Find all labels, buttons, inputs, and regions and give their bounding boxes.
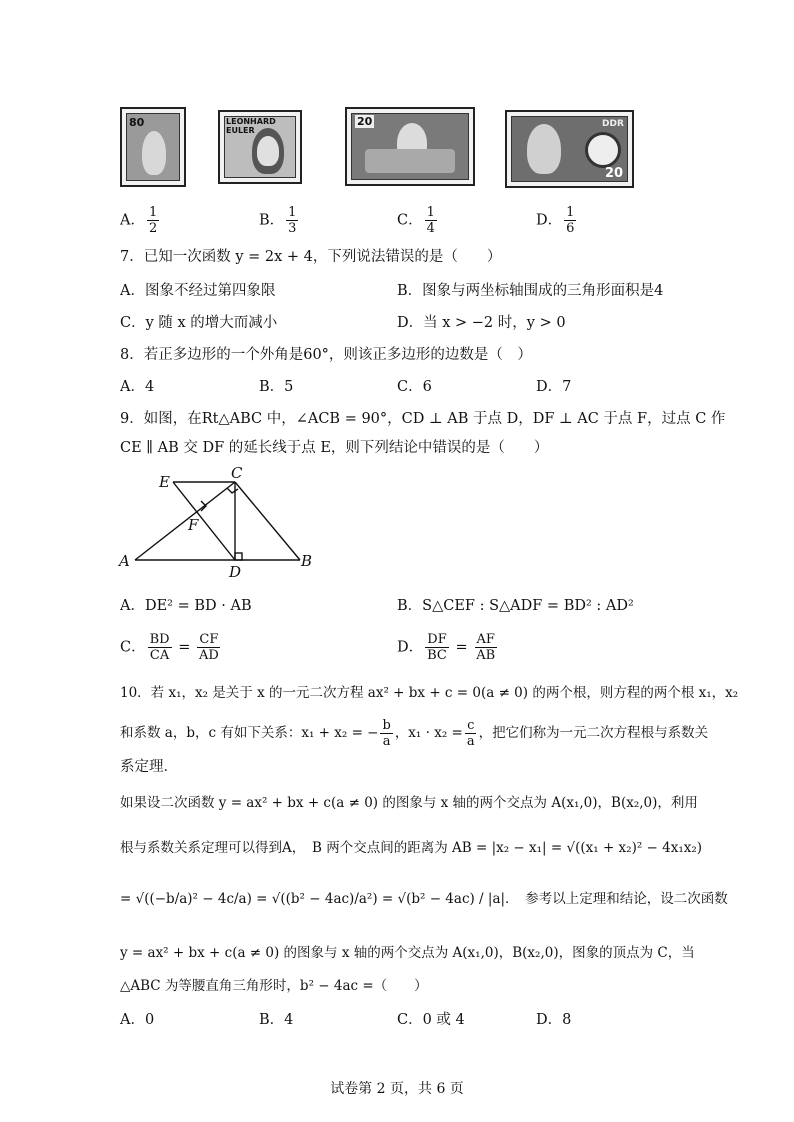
q8-stem: 8．若正多边形的一个外角是60°，则该正多边形的边数是（ ） — [120, 347, 532, 363]
q10-line3: 系定理． — [120, 759, 178, 775]
point-label-f: F — [188, 516, 199, 534]
stamp-label: 80 — [129, 116, 145, 129]
q7-stem: 7．已知一次函数 y = 2x + 4，下列说法错误的是（ ） — [120, 249, 502, 265]
stamp-label: LEONHARD EULER — [226, 117, 276, 135]
point-label-b: B — [301, 552, 313, 570]
q9-stem-line1: 9．如图，在Rt△ABC 中，∠ACB = 90°，CD ⊥ AB 于点 D，DF ⊥ AC 于点 F，过点 C 作 — [120, 411, 726, 427]
q7-option-b[interactable]: B．图象与两坐标轴围成的三角形面积是4 — [397, 283, 664, 299]
q7-option-a[interactable]: A．图象不经过第四象限 — [120, 283, 276, 299]
stamp-label: DDR — [602, 119, 624, 129]
q8-option-d[interactable]: D．7 — [536, 379, 572, 395]
circle-graphic — [585, 132, 621, 168]
q10-line7: y = ax² + bx + c(a ≠ 0) 的图象与 x 轴的两个交点为 A(x₁,0)，B(x₂,0)，图象的顶点为 C，当 — [120, 945, 695, 961]
q8-option-c[interactable]: C．6 — [397, 379, 432, 395]
q10-option-c[interactable]: C．0 或 4 — [397, 1012, 465, 1028]
q8-option-b[interactable]: B．5 — [259, 379, 294, 395]
q10-line5: 根与系数关系定理可以得到A， B 两个交点间的距离为 AB = |x₂ − x₁| = √((x₁ + x₂)² − 4x₁x₂) — [120, 840, 703, 856]
point-label-c: C — [231, 464, 243, 482]
stamp-image-1 — [120, 107, 186, 187]
q7-option-c[interactable]: C．y 随 x 的增大而减小 — [120, 315, 278, 331]
stamp-image-4 — [505, 110, 634, 188]
q9-option-c[interactable]: C． $\frac{BD}{CA}$ = $\frac{CF}{AD}$ — [120, 632, 219, 663]
q8-option-a[interactable]: A．4 — [120, 379, 155, 395]
q10-line1: 10．若 x₁，x₂ 是关于 x 的一元二次方程 ax² + bx + c = 0(a ≠ 0) 的两个根，则方程的两个根 x₁，x₂ — [120, 685, 739, 701]
q10-line8: △ABC 为等腰直角三角形时，b² − 4ac =（ ） — [120, 978, 428, 994]
q9-option-a[interactable]: A．DE² = BD · AB — [120, 598, 252, 614]
q9-option-d[interactable]: D． $\frac{DF}{BC}$ = $\frac{AF}{AB}$ — [397, 632, 496, 663]
stamp-image-3 — [345, 107, 475, 186]
q6-option-c[interactable]: C． $\frac{1}{4}$ — [397, 205, 435, 236]
q6-option-a[interactable]: A． $\frac{1}{2}$ — [120, 205, 158, 236]
point-label-d: D — [229, 563, 242, 581]
stamp-label: 20 — [357, 115, 373, 128]
stamp-value: 20 — [605, 166, 624, 181]
q6-option-d[interactable]: D． $\frac{1}{6}$ — [536, 205, 575, 236]
point-label-a: A — [119, 552, 130, 570]
q10-line6: = √((−b/a)² − 4c/a) = √((b² − 4ac)/a²) = √(b² − 4ac) / |a|． 参考以上定理和结论，设二次函数 — [120, 891, 728, 907]
q6-option-b[interactable]: B． $\frac{1}{3}$ — [259, 205, 297, 236]
q9-stem-line2: CE ∥ AB 交 DF 的延长线于点 E，则下列结论中错误的是（ ） — [120, 440, 549, 456]
q10-option-b[interactable]: B．4 — [259, 1012, 294, 1028]
page-footer: 试卷第 2 页，共 6 页 — [330, 1081, 464, 1097]
q9-triangle-diagram — [115, 462, 325, 582]
q10-line2: 和系数 a，b，c 有如下关系：x₁ + x₂ = − $\frac{b}{a}$ ，x₁ · x₂ = $\frac{c}{a}$ ，把它们称为一元二次方程根与系数关 — [120, 718, 709, 749]
q10-option-a[interactable]: A．0 — [120, 1012, 155, 1028]
q10-option-d[interactable]: D．8 — [536, 1012, 572, 1028]
stamp-image-2 — [218, 110, 302, 184]
point-label-e: E — [159, 473, 170, 491]
q7-option-d[interactable]: D．当 x > −2 时，y > 0 — [397, 315, 566, 331]
q10-line4: 如果设二次函数 y = ax² + bx + c(a ≠ 0) 的图象与 x 轴的两个交点为 A(x₁,0)，B(x₂,0)，利用 — [120, 795, 698, 811]
q9-option-b[interactable]: B．S△CEF : S△ADF = BD² : AD² — [397, 598, 634, 614]
